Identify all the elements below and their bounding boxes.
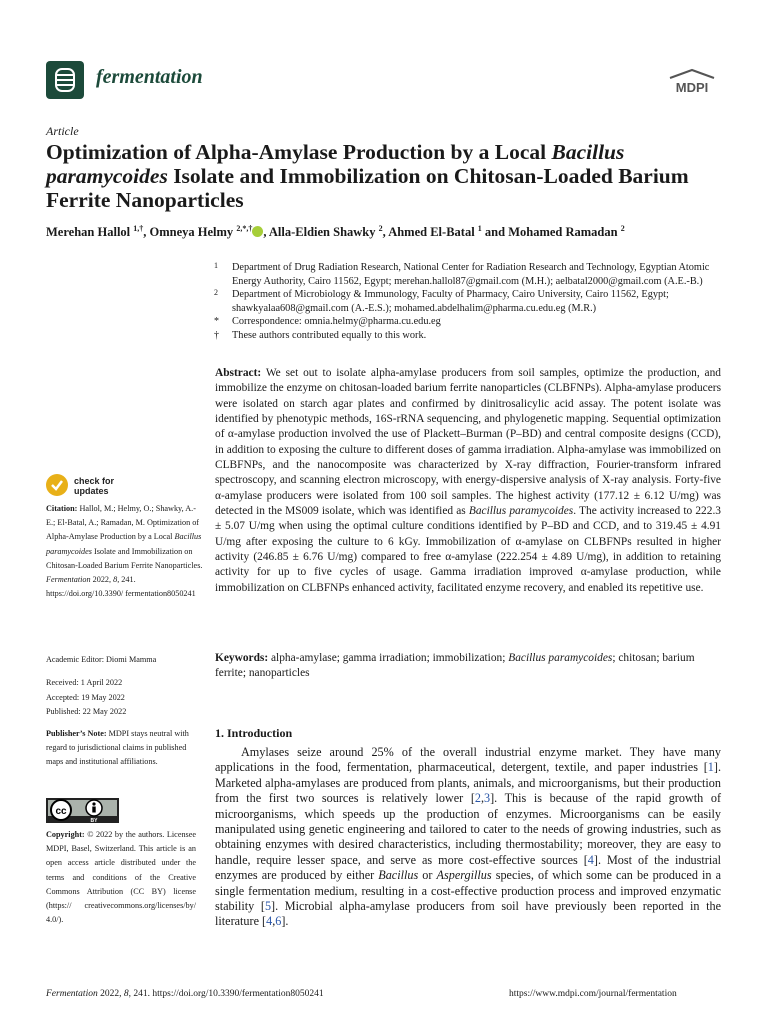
footer-citation: Fermentation 2022, 8, 241. https://doi.org/10.3390/fermentation8050241 xyxy=(46,989,324,999)
svg-text:BY: BY xyxy=(90,818,98,823)
citation-link[interactable]: 4 xyxy=(266,914,273,929)
citation-link[interactable]: 2 xyxy=(474,791,481,806)
check-for-updates-button[interactable]: check for updates xyxy=(46,474,126,498)
affiliation-1: 1 Department of Drug Radiation Research, National Center for Radiation Research and Technology, Egyptian Atomic Energy Authority, Cairo 11562, Egypt; merehan.hallol87@gmail.com (M.H.); aelbatal2000@gmail.com (A.E.-B.) xyxy=(214,261,710,287)
author-list: Merehan Hallol $^{1,\dagger}$, Omneya Helmy $^{2,*,\dagger}$ , Alla-Eldien Shawky $^2$, Ahmed El-Batal $^1$ and Mohamed Ramadan $^2$ xyxy=(46,224,625,240)
author-name: Ahmed El-Batal xyxy=(388,225,475,240)
citation-link[interactable]: 3 xyxy=(484,791,491,806)
introduction-paragraph: Amylases seize around 25% of the overall industrial enzyme market. They have many applications in the food, fermentation, pharmaceutical, detergent, textile, and paper industries [1]. Marketed alpha-amylases are produced from plants, animals, and microorganisms, but their production from the first two sources is relatively lower [2,3]. This is because of the rapid growth of microorganisms, which speeds up the production of enzymes. Microorganisms can be easily manipulated using genetic engineering and tailored to cater to the needs of growing industries, such as obtaining enzymes with desired characteristics, including thermostability; moreover, they are easy to handle, require lesser space, and serve as more cost-effective sources [4]. Most of the industrial enzymes are produced by either Bacillus or Aspergillus species, of which some can be produced in a single fermentation medium, resulting in a cost-effective production process and improved enzymatic stability [5]. Microbial alpha-amylase producers from soil have previously been reported in the literature [4,6]. xyxy=(215,745,722,929)
author-name: Merehan Hallol xyxy=(46,225,131,240)
cc-by-license-icon[interactable] xyxy=(46,798,119,823)
citation-link[interactable]: 4 xyxy=(587,852,594,867)
citation-link[interactable]: 6 xyxy=(275,914,282,929)
copyright-notice: Copyright: © 2022 by the authors. Licensee MDPI, Basel, Switzerland. This article is an open access article distributed under the terms and conditions of the Creative Commons Attribution (CC BY) license (https:// creativecommons.org/licenses/by/ 4.0/). xyxy=(46,830,196,925)
equal-contribution-note: † These authors contributed equally to this work. xyxy=(214,329,427,341)
publication-dates xyxy=(46,676,126,720)
keywords: Keywords: alpha-amylase; gamma irradiation; immobilization; Bacillus paramycoides; chitosan; barium ferrite; nanoparticles xyxy=(215,652,695,680)
mdpi-logo-icon xyxy=(666,68,718,96)
author-name: Omneya Helmy xyxy=(149,225,234,240)
affiliations xyxy=(214,261,734,343)
author-name: Mohamed Ramadan xyxy=(508,225,618,240)
fermentation-logo-icon xyxy=(46,61,84,99)
accepted-date: Accepted: 19 May 2022 xyxy=(46,692,125,702)
citation-link[interactable]: 1 xyxy=(707,760,714,775)
correspondence: * Correspondence: omnia.helmy@pharma.cu.edu.eg xyxy=(214,316,441,328)
mdpi-logo-text: MDPI xyxy=(675,80,709,95)
journal-name: fermentation xyxy=(96,66,203,88)
section-heading: 1. Introduction xyxy=(215,726,293,740)
affiliation-2: 2 Department of Microbiology & Immunology, Faculty of Pharmacy, Cairo University, Cairo 11562, Egypt; shawkyalaa608@gmail.com (A.-E.S.); mohamed.abdelhalim@pharma.cu.edu.eg (M.R.) xyxy=(214,288,669,314)
published-date: Published: 22 May 2022 xyxy=(46,707,127,716)
citation-block: Citation: Hallol, M.; Helmy, O.; Shawky, A.-E.; El-Batal, A.; Ramadan, M. Optimization of Alpha-Amylase Production by a Local Bacillus paramycoides Isolate and Immobilization on Chitosan-Loaded Barium Ferrite Nanoparticles. Fermentation 2022, 8, 241. https://doi.org/10.3390/ fermentation8050241 xyxy=(46,504,203,599)
paper-title: Optimization of Alpha-Amylase Production by a Local Bacillus paramycoides Isolate and Immobilization on Chitosan-Loaded Barium Ferrite Nanoparticles xyxy=(46,140,689,212)
article-type: Article xyxy=(46,124,79,138)
publishers-note: Publisher’s Note: MDPI stays neutral with regard to jurisdictional claims in published maps and institutional affiliations. xyxy=(46,729,189,767)
received-date: Received: 1 April 2022 xyxy=(46,678,123,687)
footer-journal-url[interactable]: https://www.mdpi.com/journal/fermentation xyxy=(509,989,677,999)
citation-link[interactable]: 5 xyxy=(264,899,272,914)
academic-editor: Academic Editor: Diomi Mamma xyxy=(46,655,157,664)
svg-text:cc: cc xyxy=(55,806,67,817)
check-for-updates-icon xyxy=(46,474,68,496)
orcid-icon[interactable] xyxy=(252,226,263,237)
abstract: Abstract: We set out to isolate alpha-amylase producers from soil samples, optimize the production, and immobilize the enzyme on chitosan-loaded barium ferrite nanoparticles (CLBFNPs). Alpha-amylase producers were isolated on starch agar plates and confirmed by dinitrosalicylic acid assay. The potent isolate was identified by phenotypic methods, 16S-rRNA sequencing, and phylogenetic mapping. Sequential optimization of α-amylase production involved the use of Plackett–Burman (P–BD) and central composite designs (CCD), in addition to exposing the culture to different doses of gamma irradiation. Alpha-amylase was immobilized on CLBFNPs, and the nanocomposite was characterized by X-ray diffraction, Fourier-transform infrared spectroscopy, and scanning electron microscopy, with energy-dispersive analysis of X-ray analysis. Forty-five α-amylase producers were isolated from 100 soil samples. The highest activity (177.12 ± 6.12 U/mg) was detected in the MS009 isolate, which was identified as Bacillus paramycoides. The activity increased to 222.3 ± 5.07 U/mg when using the optimal culture conditions identified by P–BD and CCD, and to 319.45 ± 4.91 U/mg after exposing the culture to 6 kGy. Immobilization of α-amylase on CLBFNPs resulted in higher activity (246.85 ± 6.76 U/mg) compared to free α-amylase (222.254 ± 4.89 U/mg), in addition to retaining activity for up to five cycles of usage. Gamma irradiation improved α-amylase production, while immobilization on CLBFNPs enhanced activity, facilitated enzyme recovery, and enabled its repetitive use. xyxy=(215,367,721,594)
author-name: Alla-Eldien Shawky xyxy=(268,225,376,240)
